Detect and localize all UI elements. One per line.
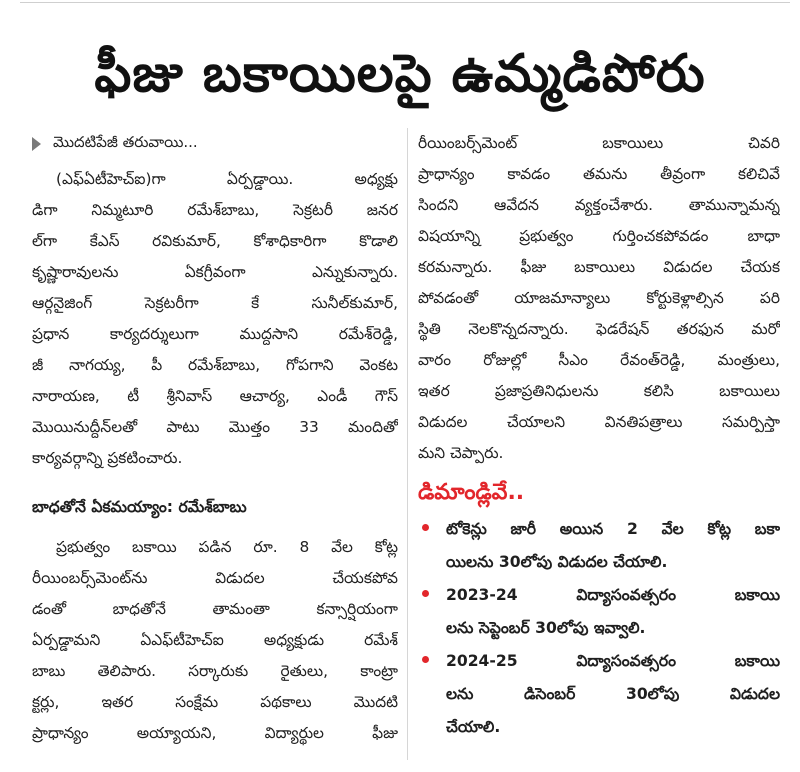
text-line: ఏర్పడ్డామని ఏఎఫ్‌టీహెచ్ఐ అధ్యక్షుడు రమేశ్ bbox=[32, 631, 398, 649]
right-column bbox=[418, 128, 780, 744]
left-paragraph-1 bbox=[32, 164, 398, 474]
text-line: కరమన్నారు. ఫీజు బకాయిలు విడుదల చేయక bbox=[418, 258, 780, 276]
right-paragraph bbox=[418, 128, 780, 469]
demand-line: చేయాలి. bbox=[446, 718, 501, 736]
text-line: జీ నాగయ్య, పీ రమేశ్‌బాబు, గోపగాని వెంకట bbox=[32, 356, 398, 374]
text-line: బాబు తెలిపారు. సర్కారుకు రైతులు, కాంట్రా bbox=[32, 662, 398, 680]
text-line: స్థితి నెలకొన్నదన్నారు. ఫెడరేషన్ తరఫున మరో bbox=[418, 320, 780, 338]
demand-line: 2023-24 విద్యాసంవత్సరం బకాయి bbox=[446, 586, 780, 604]
demand-line: టోకెన్లు జారీ అయిన 2 వేల కోట్ల బకా bbox=[446, 520, 780, 538]
text-line: కార్యవర్గాన్ని ప్రకటించారు. bbox=[32, 449, 183, 467]
text-line: కృష్ణారావులను ఏకగ్రీవంగా ఎన్నుకున్నారు. bbox=[32, 263, 398, 281]
text-line: మని చెప్పారు. bbox=[418, 444, 504, 462]
demand-line: లను డిసెంబర్ 30లోపు విడుదల bbox=[446, 685, 780, 703]
text-line: ల్‌గా కేఎస్ రవికుమార్, కోశాధికారిగా కొడాలి bbox=[32, 232, 398, 250]
play-arrow-icon bbox=[32, 137, 41, 151]
column-divider bbox=[407, 128, 408, 760]
text-line: మొయినుద్దీన్‌లతో పాటు మొత్తం 33 మందితో bbox=[32, 418, 398, 436]
demand-line: లను సెప్టెంబర్ 30లోపు ఇవ్వాలి. bbox=[446, 619, 646, 637]
text-line: పోవడంతో యాజమాన్యాలు కోర్టుకెళ్లాల్సిన పరి bbox=[418, 289, 780, 307]
demands-list bbox=[418, 513, 780, 744]
headline: ఫీజు బకాయిలపై ఉమ్మడిపోరు bbox=[94, 44, 706, 104]
text-line: సిందని ఆవేదన వ్యక్తంచేశారు. తామున్నామన్న bbox=[418, 196, 780, 214]
top-rule bbox=[20, 2, 790, 3]
text-line: ఇతర ప్రజాప్రతినిధులను కలిసి బకాయిలు bbox=[418, 382, 780, 400]
left-paragraph-2 bbox=[32, 532, 398, 749]
text-line: ప్రభుత్వం బకాయి పడిన రూ. 8 వేల కోట్ల bbox=[56, 538, 398, 556]
bullet-dot-icon bbox=[422, 524, 429, 531]
continuation-label: మొదటిపేజీ తరువాయి... bbox=[53, 133, 198, 151]
text-line: విషయాన్ని ప్రభుత్వం గుర్తించకపోవడం బాధా bbox=[418, 227, 780, 245]
text-line: రీయింబర్స్‌మెంట్ బకాయిలు చివరి bbox=[418, 134, 780, 152]
demand-item bbox=[418, 579, 780, 645]
text-line: డిగా నిమ్మటూరి రమేశ్‌బాబు, సెక్రటరీ జనర bbox=[32, 201, 398, 219]
demand-line: 2024-25 విద్యాసంవత్సరం బకాయి bbox=[446, 652, 780, 670]
text-line: ఆర్గనైజింగ్ సెక్రటరీగా కే సునీల్‌కుమార్, bbox=[32, 294, 398, 312]
text-line: విడుదల చేయాలని వినతిపత్రాలు సమర్పిస్తా bbox=[418, 413, 780, 431]
demand-item bbox=[418, 513, 780, 579]
text-line: ప్రాధాన్యం కావడం తమను తీవ్రంగా కలిచివే bbox=[418, 165, 780, 183]
text-line: వారం రోజుల్లో సీఎం రేవంత్‌రెడ్డి, మంత్రులు, bbox=[418, 351, 780, 369]
text-line: రీయింబర్స్‌మెంట్‌ను విడుదల చేయకపోవ bbox=[32, 569, 398, 587]
left-column bbox=[32, 128, 398, 749]
text-line: ప్రధాన కార్యదర్శులుగా ముద్దసాని రమేశ్‌రెడ్డి, bbox=[32, 325, 398, 343]
demands-heading: డిమాండ్లివే.. bbox=[418, 480, 525, 505]
text-line: (ఎఫ్ఏటీహెచ్ఐ)గా ఏర్పడ్డాయి. అధ్యక్షు bbox=[56, 170, 398, 188]
subheading: బాధతోనే ఏకమయ్యాం: రమేశ్‌బాబు bbox=[32, 498, 247, 516]
text-line: క్టర్లు, ఇతర సంక్షేమ పథకాలు మొదటి bbox=[32, 693, 398, 711]
text-line: నారాయణ, టీ శ్రీనివాస్ ఆచార్య, ఎండీ గౌస్ bbox=[32, 387, 398, 405]
bullet-dot-icon bbox=[422, 590, 429, 597]
demand-line: యిలను 30లోపు విడుదల చేయాలి. bbox=[446, 553, 668, 571]
text-line: డంతో బాధతోనే తామంతా కన్సార్షియంగా bbox=[32, 600, 398, 618]
text-line: ప్రాధాన్యం అయ్యాయని, విద్యార్థుల ఫీజు bbox=[32, 724, 398, 742]
continuation-line bbox=[32, 128, 398, 160]
demand-item bbox=[418, 645, 780, 744]
bullet-dot-icon bbox=[422, 656, 429, 663]
